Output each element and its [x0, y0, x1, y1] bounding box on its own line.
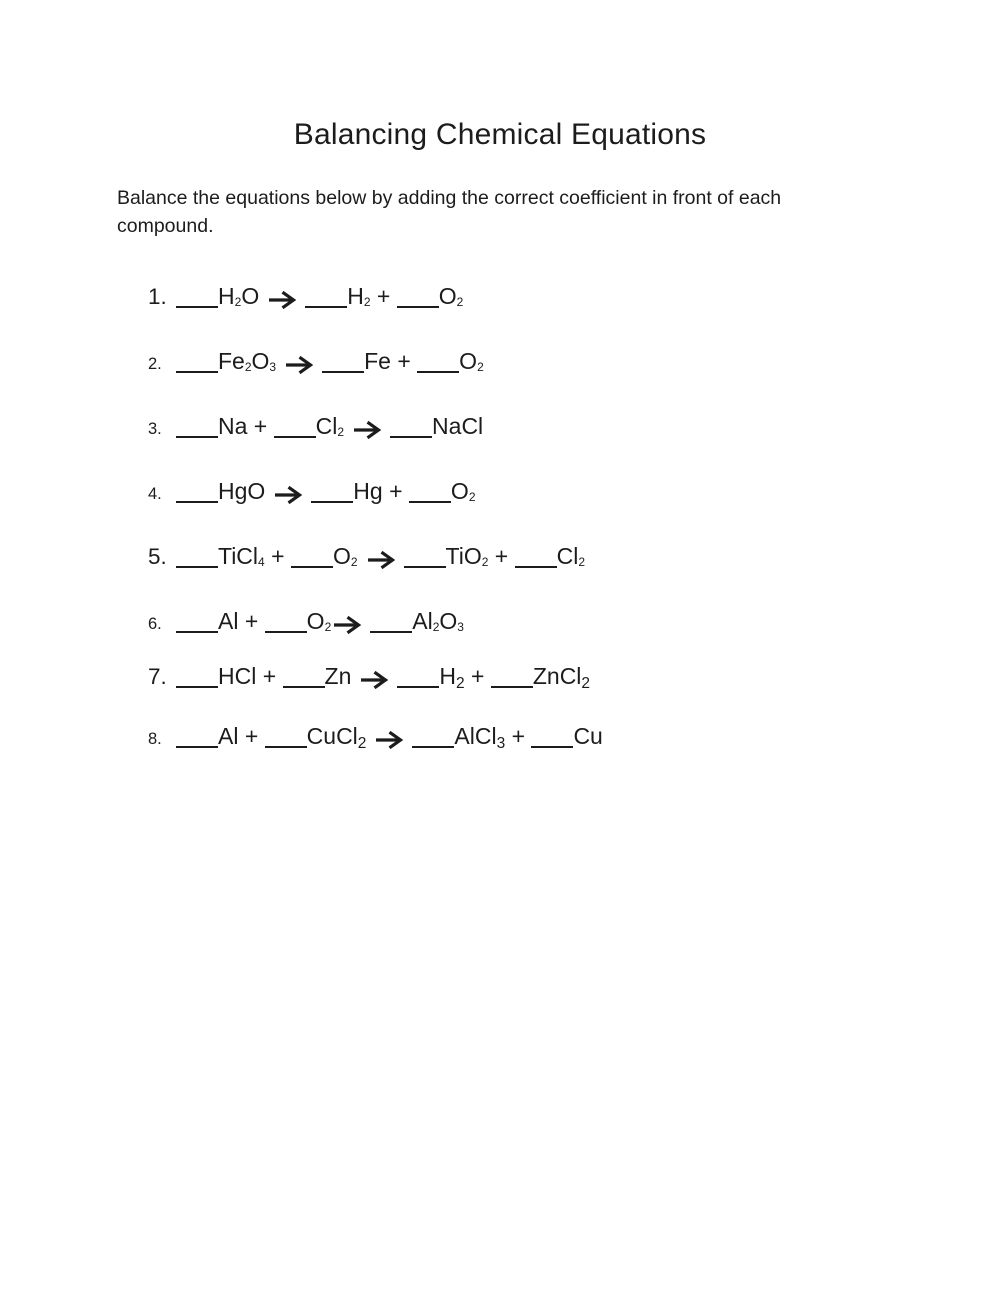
- formula-subscript: 2: [581, 675, 591, 692]
- formula-subscript: 2: [234, 295, 242, 309]
- page-title: Balancing Chemical Equations: [293, 118, 707, 151]
- formula-text: +: [370, 283, 397, 309]
- equation-expression: [176, 478, 476, 504]
- formula-text: TiCl: [218, 543, 259, 569]
- formula-text: Fe +: [364, 348, 418, 374]
- answer-blank[interactable]: [283, 666, 325, 688]
- equation-row-1: [148, 280, 960, 312]
- formula-subscript: 2: [477, 360, 484, 374]
- formula-text: +: [505, 723, 532, 749]
- answer-blank[interactable]: [176, 416, 218, 438]
- formula-text: O: [251, 348, 270, 374]
- equation-expression: [176, 348, 484, 374]
- instructions-line-2: compound.: [117, 215, 214, 237]
- right-arrow-icon: [332, 607, 362, 639]
- equation-number: 7.: [148, 664, 167, 689]
- formula-subscript: 2: [481, 555, 489, 569]
- formula-text: NaCl: [432, 413, 484, 439]
- formula-text: Zn: [324, 663, 352, 689]
- formula-text: O: [439, 608, 458, 634]
- equation-number: 2.: [148, 355, 162, 373]
- answer-blank[interactable]: [409, 481, 451, 503]
- answer-blank[interactable]: [412, 726, 454, 748]
- equation-row-2: [148, 345, 960, 377]
- answer-blank[interactable]: [404, 546, 446, 568]
- answer-blank[interactable]: [491, 666, 533, 688]
- formula-text: Cu: [573, 723, 603, 749]
- answer-blank[interactable]: [176, 351, 218, 373]
- right-arrow-icon: [366, 542, 396, 574]
- answer-blank[interactable]: [176, 286, 218, 308]
- answer-blank[interactable]: [515, 546, 557, 568]
- formula-text: Cl: [315, 413, 338, 439]
- formula-subscript: 2: [578, 555, 586, 569]
- formula-text: Cl: [556, 543, 579, 569]
- formula-subscript: 3: [457, 620, 464, 634]
- formula-text: Al +: [218, 608, 265, 634]
- right-arrow-icon: [284, 347, 314, 379]
- equation-number: 3.: [148, 420, 162, 438]
- formula-subscript: 2: [244, 360, 252, 374]
- formula-text: H: [439, 663, 457, 689]
- answer-blank[interactable]: [274, 416, 316, 438]
- formula-text: +: [464, 663, 491, 689]
- equation-expression: [176, 543, 585, 569]
- instructions: [117, 184, 897, 240]
- right-arrow-icon: [374, 722, 404, 754]
- answer-blank[interactable]: [176, 726, 218, 748]
- formula-text: O: [459, 348, 478, 374]
- formula-text: Na +: [218, 413, 274, 439]
- right-arrow-icon: [267, 282, 297, 314]
- equation-list: [148, 280, 960, 785]
- equation-expression: [176, 413, 483, 439]
- formula-text: +: [488, 543, 515, 569]
- formula-subscript: 2: [468, 490, 476, 504]
- formula-text: Al +: [218, 723, 265, 749]
- equation-expression: [176, 723, 603, 752]
- formula-subscript: 2: [432, 620, 440, 634]
- equation-number: 5.: [148, 544, 167, 569]
- answer-blank[interactable]: [176, 611, 218, 633]
- answer-blank[interactable]: [176, 481, 218, 503]
- formula-subscript: 4: [258, 555, 265, 569]
- formula-text: H: [218, 283, 235, 309]
- answer-blank[interactable]: [397, 286, 439, 308]
- formula-text: HgO: [218, 478, 266, 504]
- instructions-line-1: Balance the equations below by adding the correct coefficient in front of each: [117, 187, 782, 209]
- formula-text: CuCl: [306, 723, 358, 749]
- answer-blank[interactable]: [322, 351, 364, 373]
- answer-blank[interactable]: [176, 546, 218, 568]
- formula-subscript: 2: [363, 295, 371, 309]
- answer-blank[interactable]: [390, 416, 432, 438]
- equation-row-5: [148, 540, 960, 572]
- formula-subscript: 2: [456, 675, 465, 692]
- formula-subscript: 2: [350, 555, 358, 569]
- formula-text: +: [264, 543, 291, 569]
- equation-row-4: [148, 475, 960, 507]
- formula-text: O: [306, 608, 325, 634]
- formula-text: AlCl: [454, 723, 497, 749]
- equation-expression: [176, 663, 591, 692]
- formula-subscript: 2: [337, 425, 345, 439]
- formula-text: Hg +: [353, 478, 409, 504]
- equation-row-6: [148, 605, 960, 637]
- answer-blank[interactable]: [265, 726, 307, 748]
- answer-blank[interactable]: [417, 351, 459, 373]
- equation-row-7: [148, 660, 960, 692]
- answer-blank[interactable]: [305, 286, 347, 308]
- formula-subscript: 2: [456, 295, 464, 309]
- formula-text: ZnCl: [532, 663, 582, 689]
- formula-text: TiO: [445, 543, 482, 569]
- answer-blank[interactable]: [176, 666, 218, 688]
- formula-text: Al: [412, 608, 433, 634]
- equation-row-8: [148, 720, 960, 752]
- formula-text: O: [438, 283, 457, 309]
- right-arrow-icon: [359, 662, 389, 694]
- answer-blank[interactable]: [531, 726, 573, 748]
- formula-text: O: [332, 543, 351, 569]
- equation-number: 8.: [148, 730, 162, 748]
- formula-subscript: 2: [324, 620, 332, 634]
- equation-expression: [176, 608, 464, 634]
- formula-text: O: [241, 283, 260, 309]
- equation-expression: [176, 283, 463, 309]
- answer-blank[interactable]: [265, 611, 307, 633]
- equation-row-3: [148, 410, 960, 442]
- answer-blank[interactable]: [397, 666, 439, 688]
- answer-blank[interactable]: [311, 481, 353, 503]
- formula-subscript: 2: [357, 735, 367, 752]
- answer-blank[interactable]: [291, 546, 333, 568]
- formula-text: H: [347, 283, 364, 309]
- equation-number: 4.: [148, 485, 162, 503]
- equation-number: 1.: [148, 284, 167, 309]
- formula-text: Fe: [218, 348, 245, 374]
- formula-subscript: 3: [496, 735, 506, 752]
- formula-subscript: 3: [269, 360, 277, 374]
- equation-number: 6.: [148, 615, 162, 633]
- formula-text: HCl +: [218, 663, 283, 689]
- answer-blank[interactable]: [370, 611, 412, 633]
- formula-text: O: [450, 478, 469, 504]
- right-arrow-icon: [273, 477, 303, 509]
- right-arrow-icon: [352, 412, 382, 444]
